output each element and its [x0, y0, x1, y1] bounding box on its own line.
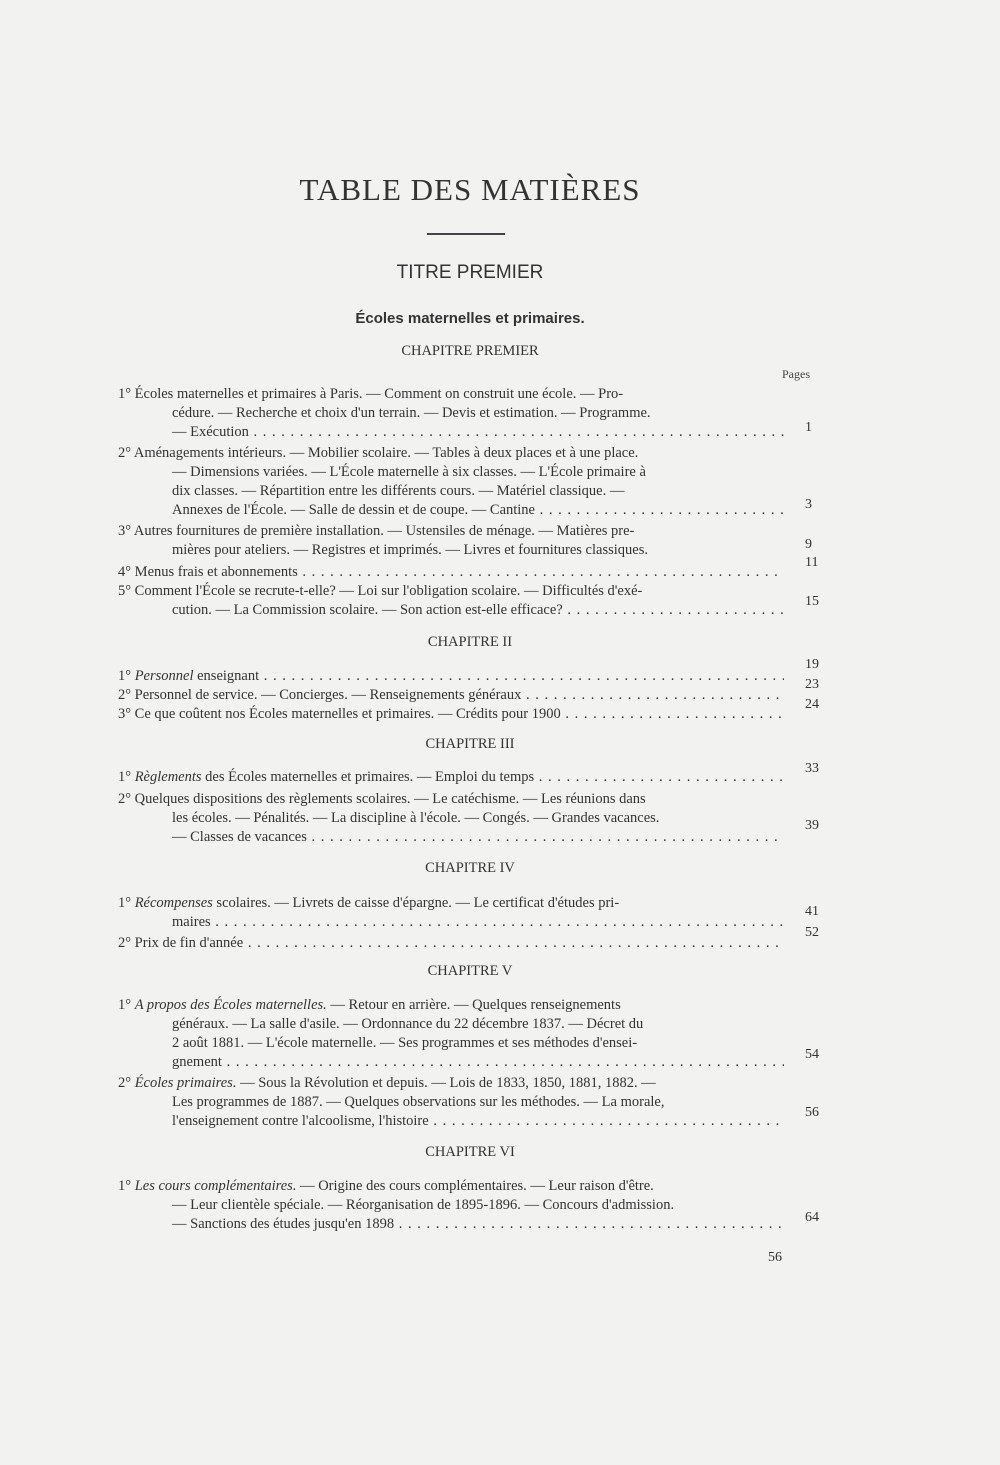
entry-line: 2° Personnel de service. — Concierges. — Renseignements généraux . . . [118, 686, 784, 705]
entry-line: les écoles. — Pénalités. — La discipline à l'école. — Congés. — Grandes vacances. [172, 810, 660, 826]
entry-line: — Exécution . . . [118, 423, 784, 442]
section-subtitle: Écoles maternelles et primaires. [355, 310, 585, 327]
entry-line [118, 1074, 784, 1093]
toc-entry [118, 444, 784, 520]
entry-number: 1° [118, 895, 132, 911]
entry-line: — Sanctions des études jusqu'en 1898 . . . [118, 1215, 784, 1234]
toc-entry [118, 996, 784, 1072]
entry-line: maires . . . [118, 913, 784, 932]
toc-entry [118, 768, 784, 787]
page-number: 19 [805, 657, 819, 672]
section-heading: TITRE PREMIER [396, 262, 544, 283]
entry-text: — Sous la Révolution et depuis. — Lois de 1833, 1850, 1881, 1882. — [236, 1075, 656, 1091]
entry-number: 2° [118, 1075, 132, 1091]
entry-number: 1° [118, 769, 132, 785]
entry-emphasis: Récompenses [134, 895, 213, 911]
entry-line [118, 667, 784, 686]
entry-text: scolaires. — Livrets de caisse d'épargne. — Le certificat d'études pri- [212, 895, 620, 911]
entry-emphasis: Écoles primaires. [134, 1075, 237, 1091]
entry-line: 3° Autres fournitures de première installation. — Ustensiles de ménage. — Matières pre- [118, 523, 635, 539]
entry-line: Les programmes de 1887. — Quelques observations sur les méthodes. — La morale, [172, 1094, 665, 1110]
toc-entry [118, 686, 784, 705]
entry-line: 5° Comment l'École se recrute-t-elle? — Loi sur l'obligation scolaire. — Difficultés d'exé- [118, 583, 643, 599]
entry-emphasis: Personnel [134, 668, 194, 684]
entry-text: des Écoles maternelles et primaires. — Emploi du temps [201, 769, 535, 785]
entry-number: 1° [118, 1178, 132, 1194]
entry-text: — Origine des cours complémentaires. — Leur raison d'être. [296, 1178, 654, 1194]
entry-line: 2° Prix de fin d'année . . . [118, 934, 784, 953]
page-number: 15 [805, 594, 819, 609]
toc-entry [118, 934, 784, 953]
chapter-heading: CHAPITRE II [427, 634, 513, 650]
page-title: TABLE DES MATIÈRES [299, 172, 641, 207]
toc-entry [118, 667, 784, 686]
chapter-heading: CHAPITRE VI [425, 1144, 515, 1160]
toc-entry [118, 522, 784, 560]
page-number: 52 [805, 925, 819, 940]
toc-entry [118, 1074, 784, 1131]
entry-line: — Dimensions variées. — L'École maternelle à six classes. — L'École primaire à [172, 464, 646, 480]
entry-line: — Leur clientèle spéciale. — Réorganisation de 1895-1896. — Concours d'admission. [172, 1197, 675, 1213]
chapter-heading: CHAPITRE V [427, 963, 513, 979]
entry-line: mières pour ateliers. — Registres et imprimés. — Livres et fournitures classiques. [172, 542, 648, 558]
footer-page-number: 56 [768, 1250, 782, 1265]
page-number: 33 [805, 761, 819, 776]
page-number: 56 [805, 1105, 819, 1120]
entry-line: généraux. — La salle d'asile. — Ordonnance du 22 décembre 1837. — Décret du [172, 1016, 644, 1032]
entry-number: 1° [118, 668, 132, 684]
entry-text: enseignant [193, 668, 260, 684]
entry-line: gnement . . . [118, 1053, 784, 1072]
entry-line: cution. — La Commission scolaire. — Son action est-elle efficace? . . . [118, 601, 784, 620]
entry-line: l'enseignement contre l'alcoolisme, l'histoire . . . [118, 1112, 784, 1131]
toc-entry [118, 563, 784, 582]
entry-line [118, 768, 784, 787]
entry-line: 2 août 1881. — L'école maternelle. — Ses programmes et ses méthodes d'ensei- [172, 1035, 638, 1051]
entry-line: Annexes de l'École. — Salle de dessin et de coupe. — Cantine . . . [118, 501, 784, 520]
entry-line [118, 1177, 784, 1196]
toc-entry [118, 582, 784, 620]
toc-entry [118, 705, 784, 724]
entry-line: 1° Écoles maternelles et primaires à Paris. — Comment on construit une école. — Pro- [118, 386, 624, 402]
toc-entry [118, 1177, 784, 1234]
title-divider [427, 233, 505, 235]
entry-line: 3° Ce que coûtent nos Écoles maternelles et primaires. — Crédits pour 1900 . . . [118, 705, 784, 724]
page-number: 39 [805, 818, 819, 833]
entry-emphasis: Règlements [134, 769, 202, 785]
entry-line [118, 996, 784, 1015]
chapter-heading: CHAPITRE IV [425, 860, 515, 876]
pages-column-label: Pages [782, 367, 810, 381]
page-number: 9 [805, 537, 812, 552]
page-number: 11 [805, 555, 819, 570]
toc-entry [118, 894, 784, 932]
chapter-heading: CHAPITRE PREMIER [401, 343, 539, 359]
page-number: 64 [805, 1210, 819, 1225]
entry-emphasis: Les cours complémentaires. [134, 1178, 297, 1194]
page-number: 41 [805, 904, 819, 919]
entry-line: 2° Quelques dispositions des règlements scolaires. — Le catéchisme. — Les réunions dans [118, 791, 646, 807]
entry-emphasis: A propos des Écoles maternelles. [134, 997, 327, 1013]
entry-number: 1° [118, 997, 132, 1013]
page-number: 3 [805, 497, 812, 512]
page-number: 23 [805, 677, 819, 692]
entry-line: dix classes. — Répartition entre les différents cours. — Matériel classique. — [172, 483, 625, 499]
entry-text: — Retour en arrière. — Quelques renseignements [326, 997, 621, 1013]
toc-entry [118, 790, 784, 847]
toc-entry [118, 385, 784, 442]
entry-line [118, 894, 784, 913]
entry-line: 2° Aménagements intérieurs. — Mobilier scolaire. — Tables à deux places et à une place. [118, 445, 639, 461]
page-number: 54 [805, 1047, 819, 1062]
page-number: 1 [805, 420, 812, 435]
entry-line: cédure. — Recherche et choix d'un terrain. — Devis et estimation. — Programme. [172, 405, 651, 421]
chapter-heading: CHAPITRE III [425, 736, 515, 752]
page-number: 24 [805, 697, 819, 712]
entry-line: 4° Menus frais et abonnements . . . [118, 563, 784, 582]
entry-line: — Classes de vacances . . . [118, 828, 784, 847]
